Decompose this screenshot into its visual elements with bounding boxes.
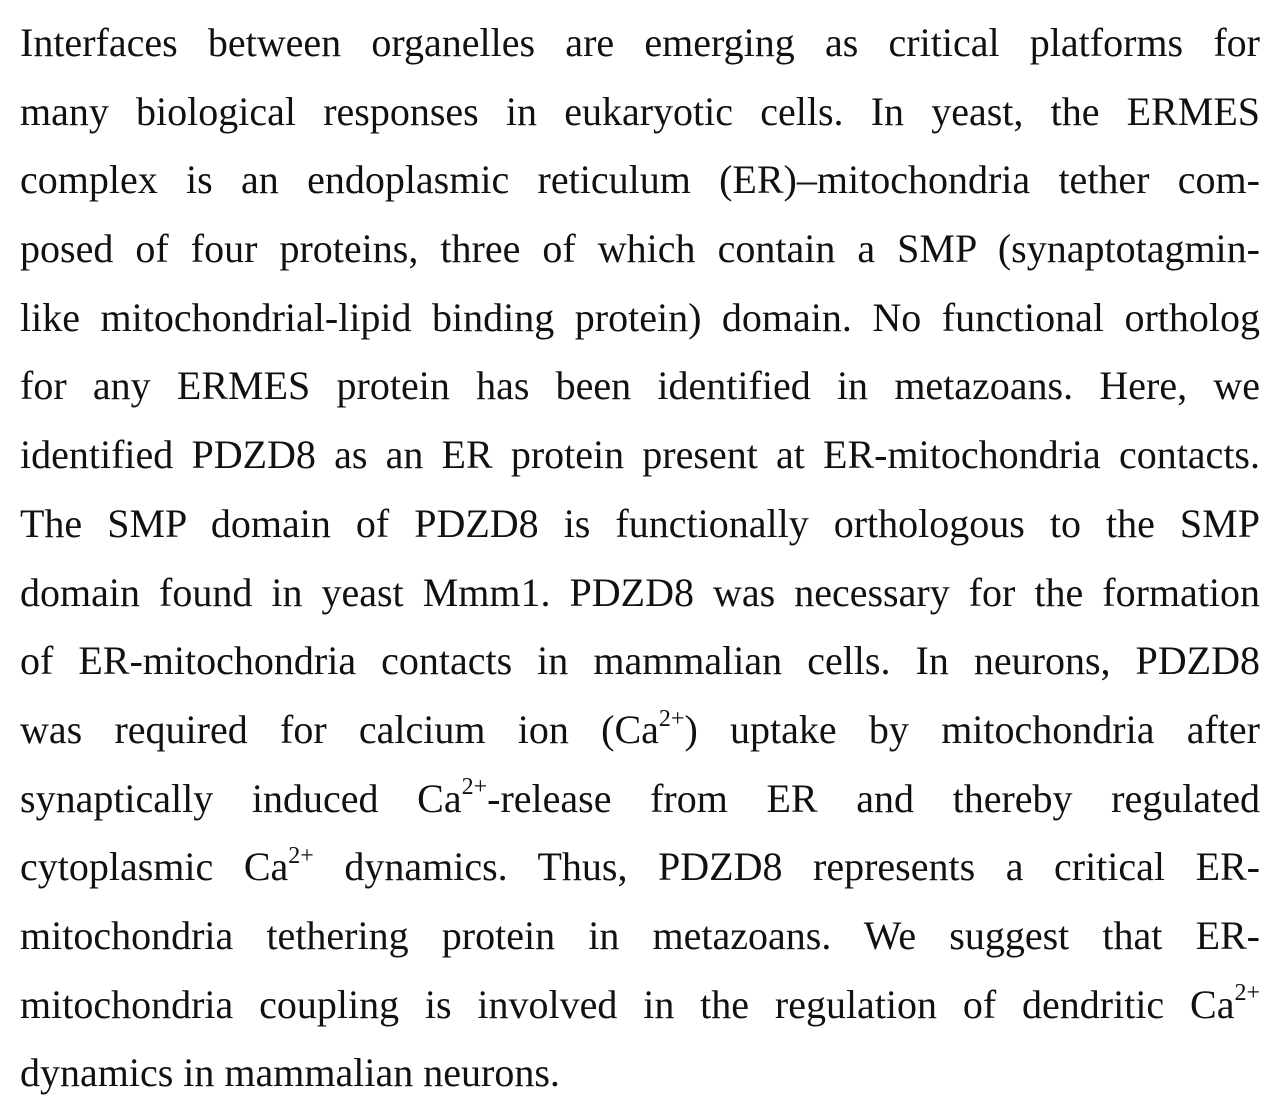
text-line: Interfaces between organelles are emerging as critical platforms for: [20, 20, 1260, 65]
text-line: [20, 843, 1260, 912]
superscript-charge: 2+: [1234, 980, 1260, 1007]
text-line: dynamics in mammalian neurons.: [20, 1050, 560, 1096]
text-line: for any ERMES protein has been identified in metazoans. Here, we: [20, 363, 1260, 409]
text-line: of ER-mitochondria contacts in mammalian cells. In neurons, PDZD8: [20, 638, 1260, 684]
text-line: The SMP domain of PDZD8 is functionally orthologous to the SMP: [20, 500, 1260, 546]
text-line: mitochondria tethering protein in metazoans. We suggest that ER-: [20, 912, 1260, 958]
text-line: domain found in yeast Mmm1. PDZD8 was necessary for the formation: [20, 569, 1260, 615]
text-line: [20, 775, 1260, 844]
text-line: [20, 981, 1260, 1050]
superscript-charge: 2+: [461, 774, 488, 801]
text-line: posed of four proteins, three of which contain a SMP (synaptotagmin-: [20, 226, 1260, 272]
text-segment: -release from ER and thereby regulated: [487, 775, 1260, 821]
text-line: many biological responses in eukaryotic cells. In yeast, the ERMES: [20, 88, 1260, 134]
text-segment: ) uptake by mitochondria after: [684, 706, 1260, 752]
text-segment: synaptically induced Ca: [20, 775, 462, 821]
superscript-charge: 2+: [288, 842, 314, 869]
text-line: complex is an endoplasmic reticulum (ER)–mitochondria tether com-: [20, 157, 1260, 203]
text-segment: was required for calcium ion (Ca: [20, 706, 659, 752]
text-segment: cytoplasmic Ca: [20, 844, 289, 890]
abstract-paragraph: [20, 19, 1260, 1118]
text-segment: mitochondria coupling is involved in the regulation of dendritic Ca: [20, 981, 1235, 1027]
text-line: identified PDZD8 as an ER protein present at ER-mitochondria contacts.: [20, 432, 1260, 478]
superscript-charge: 2+: [658, 705, 685, 732]
text-line: [20, 706, 1260, 775]
text-line: like mitochondrial-lipid binding protein) domain. No functional ortholog: [20, 294, 1260, 340]
text-segment: dynamics. Thus, PDZD8 represents a critical ER-: [313, 844, 1261, 890]
